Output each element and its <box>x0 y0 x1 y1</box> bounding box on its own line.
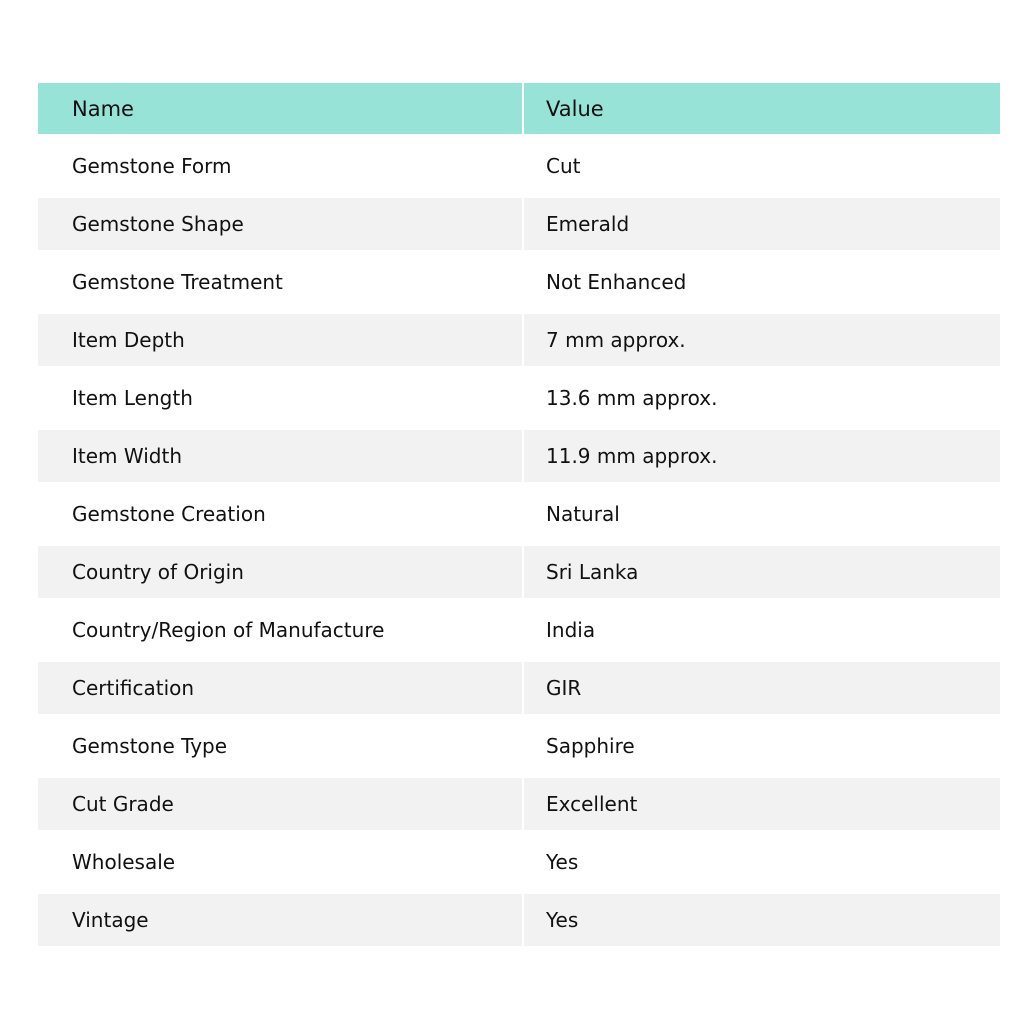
row-name: Gemstone Shape <box>38 198 523 250</box>
row-value: 11.9 mm approx. <box>546 444 718 468</box>
column-header-value: Value <box>546 96 604 121</box>
row-name: Country of Origin <box>38 546 523 598</box>
table-row <box>38 366 1000 430</box>
row-name: Item Length <box>38 366 523 430</box>
table-row <box>38 598 1000 662</box>
table-row <box>38 778 1000 830</box>
table-row <box>38 894 1000 946</box>
column-header-name: Name <box>38 83 523 134</box>
row-name: Vintage <box>38 894 523 946</box>
table-row <box>38 430 1000 482</box>
row-name: Gemstone Creation <box>38 482 523 546</box>
row-name: Cut Grade <box>38 778 523 830</box>
row-value: Emerald <box>546 212 630 236</box>
row-value: GIR <box>546 676 582 700</box>
row-value: Sri Lanka <box>546 560 639 584</box>
table-row <box>38 198 1000 250</box>
row-value: Yes <box>546 908 579 932</box>
row-name: Item Depth <box>38 314 523 366</box>
row-value: Not Enhanced <box>546 270 687 294</box>
row-name: Gemstone Treatment <box>38 250 523 314</box>
row-name: Country/Region of Manufacture <box>38 598 523 662</box>
table-row <box>38 482 1000 546</box>
row-name: Gemstone Type <box>38 714 523 778</box>
row-value: Excellent <box>546 792 638 816</box>
table-row <box>38 546 1000 598</box>
row-value: Natural <box>546 502 620 526</box>
header-row <box>38 83 1000 134</box>
table-row <box>38 314 1000 366</box>
row-name: Item Width <box>38 430 523 482</box>
row-name: Certification <box>38 662 523 714</box>
row-value: Cut <box>546 154 581 178</box>
table-row <box>38 830 1000 894</box>
row-value: Yes <box>546 850 579 874</box>
table-row <box>38 662 1000 714</box>
table-body <box>38 134 1000 946</box>
spec-table <box>38 83 1000 946</box>
table-row <box>38 250 1000 314</box>
row-name: Wholesale <box>38 830 523 894</box>
row-value: 7 mm approx. <box>546 328 686 352</box>
row-value: India <box>546 618 596 642</box>
table-header <box>38 83 1000 134</box>
table-row <box>38 714 1000 778</box>
row-value: Sapphire <box>546 734 635 758</box>
table-row <box>38 134 1000 198</box>
row-value: 13.6 mm approx. <box>546 386 718 410</box>
row-name: Gemstone Form <box>38 134 523 198</box>
